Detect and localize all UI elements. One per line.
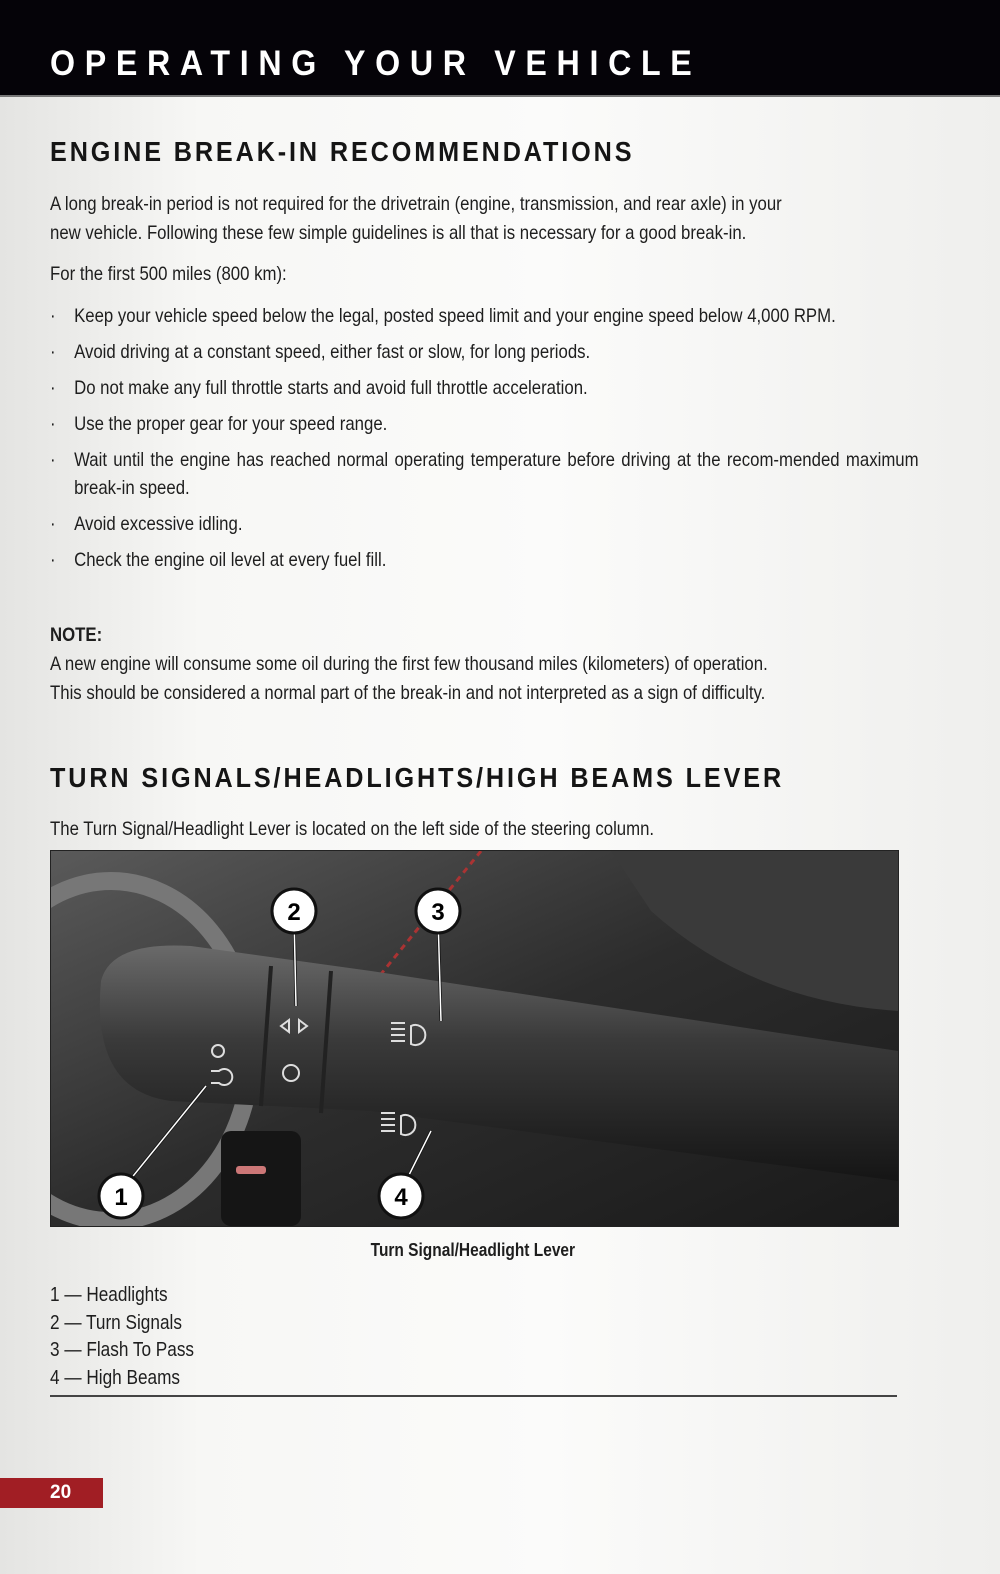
page-number: 20 [50, 1482, 72, 1503]
chapter-header [0, 0, 1000, 97]
list-item: · Avoid driving at a constant speed, either fast or slow, for long periods. [50, 338, 919, 366]
callout-2 [272, 889, 316, 933]
svg-text:1: 1 [114, 1184, 128, 1211]
lever-intro: The Turn Signal/Headlight Lever is located on the left side of the steering column. [50, 818, 655, 840]
list-item: · Avoid excessive idling. [50, 510, 919, 538]
callout-1 [99, 1174, 143, 1218]
svg-text:3: 3 [431, 899, 445, 926]
page-number-tab [0, 1478, 103, 1508]
first-miles-text: For the first 500 miles (800 km): [50, 263, 287, 285]
legend-item: 2 — Turn Signals [50, 1311, 182, 1334]
figure-legend [50, 1282, 194, 1392]
legend-item: 3 — Flash To Pass [50, 1339, 195, 1361]
note-line: A new engine will consume some oil during the first few thousand miles (kilometers) of operation. [50, 653, 768, 675]
divider [50, 1395, 897, 1397]
break-in-intro [50, 190, 858, 289]
note-block [50, 621, 858, 708]
lever-photo [50, 850, 899, 1227]
intro-line: A long break-in period is not required for the drivetrain (engine, transmission, and rear axle) in your [50, 193, 782, 215]
break-in-bullet-list [50, 302, 919, 574]
legend-item: 4 — High Beams [50, 1366, 181, 1389]
list-item: · Wait until the engine has reached normal operating temperature before driving at the recom-mended maximum break-in speed. [50, 446, 919, 502]
note-label: NOTE: [50, 624, 103, 646]
note-line: This should be considered a normal part of the break-in and not interpreted as a sign of difficulty. [50, 682, 766, 704]
figure-caption [0, 1240, 946, 1261]
list-item: · Check the engine oil level at every fuel fill. [50, 546, 919, 574]
list-item: · Do not make any full throttle starts and avoid full throttle acceleration. [50, 374, 919, 402]
section-title-lever: TURN SIGNALS/HEADLIGHTS/HIGH BEAMS LEVER [50, 762, 785, 793]
chapter-title: OPERATING YOUR VEHICLE [50, 44, 702, 83]
section-title-break-in: ENGINE BREAK-IN RECOMMENDATIONS [50, 136, 635, 167]
callout-3 [416, 889, 460, 933]
svg-text:4: 4 [394, 1184, 408, 1211]
intro-line: new vehicle. Following these few simple guidelines is all that is necessary for a good break-in. [50, 222, 747, 244]
legend-item: 1 — Headlights [50, 1284, 168, 1306]
caption-text: Turn Signal/Headlight Lever [370, 1240, 576, 1260]
callout-4 [379, 1174, 423, 1218]
list-item: · Use the proper gear for your speed range. [50, 410, 919, 438]
svg-text:2: 2 [287, 899, 301, 926]
list-item: · Keep your vehicle speed below the legal, posted speed limit and your engine speed below 4,000 RPM. [50, 302, 919, 330]
